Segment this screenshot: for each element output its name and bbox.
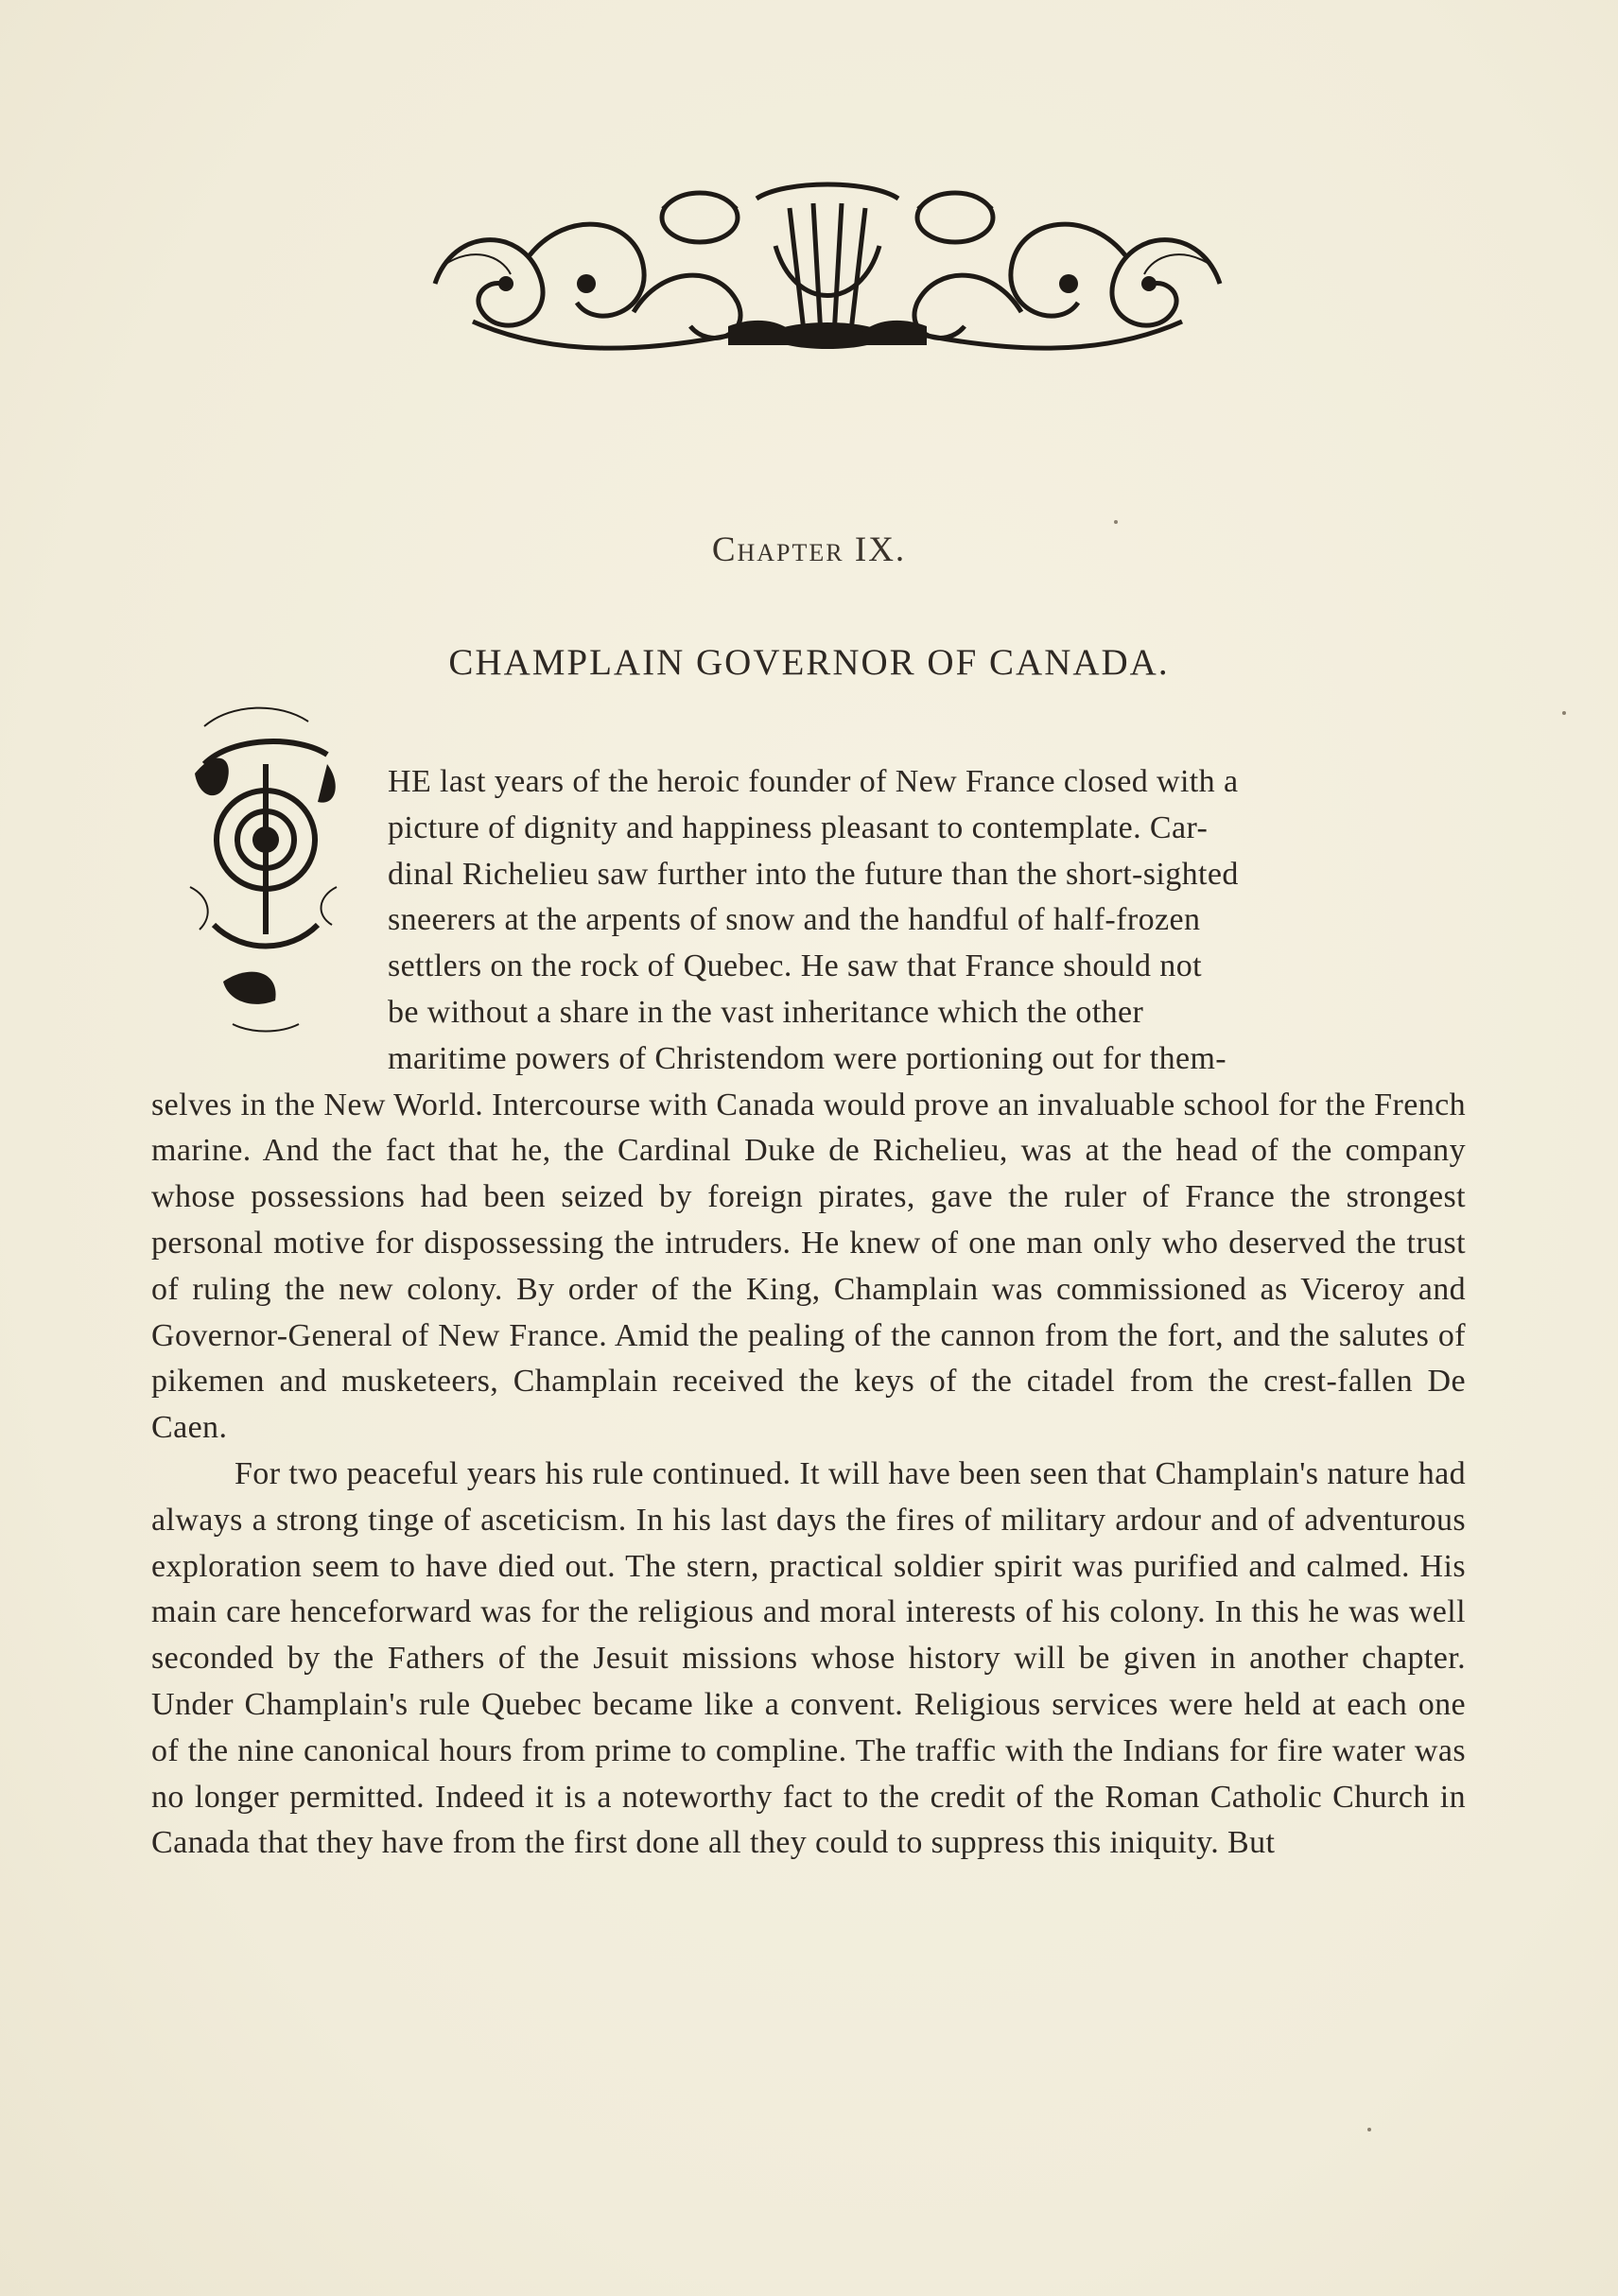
paragraph-1-continuation: selves in the New World. Intercourse with Canada would prove an invaluable school for the French marine. And the fact that he, the Cardinal Duke de Richelieu, was at the head of the company whose possessions had been seized by foreign pirates, gave the ruler of France the strongest personal motive for dispossessing the intruders. He knew of one man only who deserved the trust of ruling the new colony. By order of the King, Champlain was commissioned as Viceroy and Governor-General of New France. Amid the pealing of the cannon from the fort, and the salutes of pikemen and musketeers, Champlain received the keys of the citadel from the crest-fallen De Caen. — [151, 1087, 1466, 1446]
speck — [1562, 711, 1566, 715]
paragraph-line: maritime powers of Christendom were portioning out for them- — [388, 1040, 1227, 1076]
body-text — [151, 759, 1466, 1867]
first-line: HE last years of the heroic founder of New France closed with a — [388, 764, 1239, 799]
chapter-heading — [0, 530, 1618, 570]
speck — [1367, 2128, 1371, 2131]
chapter-number: IX. — [854, 531, 907, 569]
paragraph-2: For two peaceful years his rule continued. It will have been seen that Champlain's nature had always a strong tinge of asceticism. In his last days the fires of military ardour and of adventurous exploration seem to have died out. The stern, practical soldier spirit was purified and calmed. His main care henceforward was for the religious and moral interests of his colony. In this he was well seconded by the Fathers of the Jesuit missions whose history will be given in another chapter. Under Champlain's rule Quebec became like a convent. Religious services were held at each one of the nine canonical hours from prime to compline. The traffic with the Indians for fire water was no longer permitted. Indeed it is a noteworthy fact to the credit of the Roman Catholic Church in Canada that they have from the first done all they could to suppress this iniquity. But — [151, 1455, 1466, 1861]
chapter-title: CHAMPLAIN GOVERNOR OF CANADA. — [448, 642, 1170, 683]
chapter-label: Chapter — [711, 531, 844, 569]
paragraph-line: picture of dignity and happiness pleasant to contemplate. Car- — [388, 809, 1209, 845]
paragraph-line: be without a share in the vast inheritance which the other — [388, 994, 1144, 1030]
speck — [1114, 520, 1118, 524]
paragraph-line: settlers on the rock of Quebec. He saw that France should not — [388, 948, 1202, 984]
paragraph-line: sneerers at the arpents of snow and the handful of half-frozen — [388, 902, 1201, 938]
ornamental-headpiece — [416, 170, 1239, 359]
paragraph-line: dinal Richelieu saw further into the future than the short-sighted — [388, 856, 1239, 892]
